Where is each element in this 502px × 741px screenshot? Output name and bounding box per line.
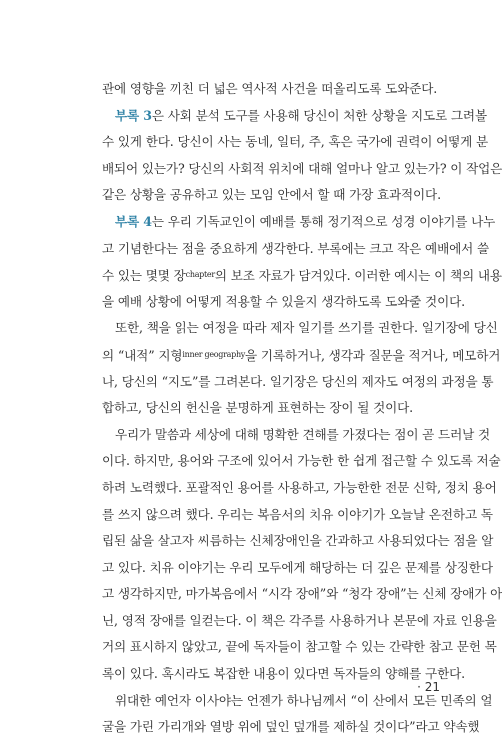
text-segment: 수 있는 몇몇 장 — [102, 268, 186, 284]
text-line — [102, 129, 489, 156]
gloss-term: chapter — [185, 270, 215, 280]
text-segment: 립된 삶을 살고자 씨름하는 신체장애인을 간과하고 사용되었다는 점을 알 — [102, 533, 494, 549]
text-segment: 고 있다. 치유 이야기는 우리 모두에게 해당하는 더 깊은 문제를 상징한다 — [102, 559, 493, 575]
text-segment: 록이 있다. 혹시라도 복잡한 내용이 있다면 독자들의 양해를 구한다. — [102, 666, 465, 682]
text-segment: 관에 영향을 끼친 더 넓은 역사적 사건을 떠올리도록 도와준다. — [102, 81, 438, 96]
appendix-label: 부록 3 — [115, 107, 152, 123]
text-line — [102, 448, 501, 475]
text-segment: 우리가 말씀과 세상에 대해 명확한 견해를 가졌다는 점이 곧 드러날 것 — [115, 426, 490, 442]
text-segment: 같은 상황을 공유하고 있는 모임 안에서 할 때 가장 효과적이다. — [102, 187, 441, 203]
text-line — [102, 634, 497, 661]
text-line — [102, 315, 498, 342]
text-line — [102, 236, 489, 263]
text-segment: 의 “내적” 지형 — [102, 347, 183, 363]
text-line — [102, 156, 502, 183]
text-line — [102, 475, 497, 502]
text-segment: 은 사회 분석 도구를 사용해 당신이 처한 상황을 지도로 그려볼 — [151, 107, 487, 123]
text-segment: 하려 노력했다. 포괄적인 용어를 사용하고, 가능한한 전문 신학, 정치 용어 — [102, 479, 497, 495]
text-line — [102, 103, 487, 130]
text-segment: 의 보조 자료가 담겨있다. 이러한 예시는 이 책의 내용 — [214, 268, 502, 284]
text-segment: 을 예배 상황에 어떻게 적용할 수 있을지 생각하도록 도와줄 것이다. — [102, 293, 465, 309]
text-line — [102, 422, 490, 449]
text-segment: 이다. 하지만, 용어와 구조에 있어서 가능한 한 쉽게 접근할 수 있도록 저술 — [102, 453, 501, 469]
text-line — [102, 182, 440, 209]
text-segment: 고 생각하지만, 마가복음에서 “시각 장애”와 “청각 장애”는 신체 장애가 아 — [102, 586, 502, 602]
text-segment: 굴을 가린 가리개와 열방 위에 덮인 덮개를 제하실 것이다”라고 약속했 — [102, 719, 480, 735]
body-text — [102, 76, 502, 741]
text-line — [102, 714, 480, 741]
text-segment: 는 우리 기독교인이 예배를 통해 정기적으로 성경 이야기를 나누 — [151, 213, 496, 229]
text-line — [102, 395, 440, 422]
text-segment: 위대한 예언자 이사야는 언젠가 하나님께서 “이 산에서 모든 민족의 얼 — [115, 692, 493, 708]
text-segment: 를 쓰지 않으려 했다. 우리는 복음서의 치유 이야기가 오늘날 온전하고 독 — [102, 506, 493, 522]
text-segment: 고 기념한다는 점을 중요하게 생각한다. 부록에는 크고 작은 예배에서 쓸 — [102, 240, 489, 256]
text-line — [102, 502, 493, 529]
text-segment: 합하고, 당신의 헌신을 분명하게 표현하는 장이 될 것이다. — [102, 400, 414, 416]
page-number: · 21 — [417, 680, 440, 694]
text-segment: 거의 표시하지 않았고, 끝에 독자들이 참고할 수 있는 간략한 참고 문헌 목 — [102, 639, 497, 655]
text-line — [102, 209, 496, 236]
text-line — [102, 342, 501, 369]
text-segment: 또한, 책을 읽는 여정을 따라 제자 일기를 쓰기를 권한다. 일기장에 당신 — [115, 320, 498, 336]
text-line — [102, 76, 440, 103]
appendix-label: 부록 4 — [115, 213, 152, 229]
text-line — [102, 528, 494, 555]
text-line — [102, 581, 502, 608]
text-segment: 수 있게 한다. 당신이 사는 동네, 일터, 주, 혹은 국가에 권력이 어떻게 분 — [102, 134, 489, 150]
gloss-term: inner geography — [182, 349, 246, 359]
text-line — [102, 661, 465, 688]
text-line — [102, 608, 497, 635]
text-segment: 나, 당신의 “지도”를 그려본다. 일기장은 당신의 제자도 여정의 과정을 통 — [102, 373, 494, 389]
text-segment: 배되어 있는가? 당신의 사회적 위치에 대해 얼마나 알고 있는가? 이 작업은 — [102, 160, 502, 176]
text-line — [102, 369, 494, 396]
text-line — [102, 289, 465, 316]
text-line — [102, 262, 502, 289]
text-line — [102, 688, 493, 715]
text-line — [102, 555, 493, 582]
text-segment: 닌, 영적 장애를 일컫는다. 이 책은 각주를 사용하거나 본문에 자료 인용을 — [102, 612, 497, 628]
text-segment: 을 기록하거나, 생각과 질문을 적거나, 메모하거 — [245, 347, 501, 363]
